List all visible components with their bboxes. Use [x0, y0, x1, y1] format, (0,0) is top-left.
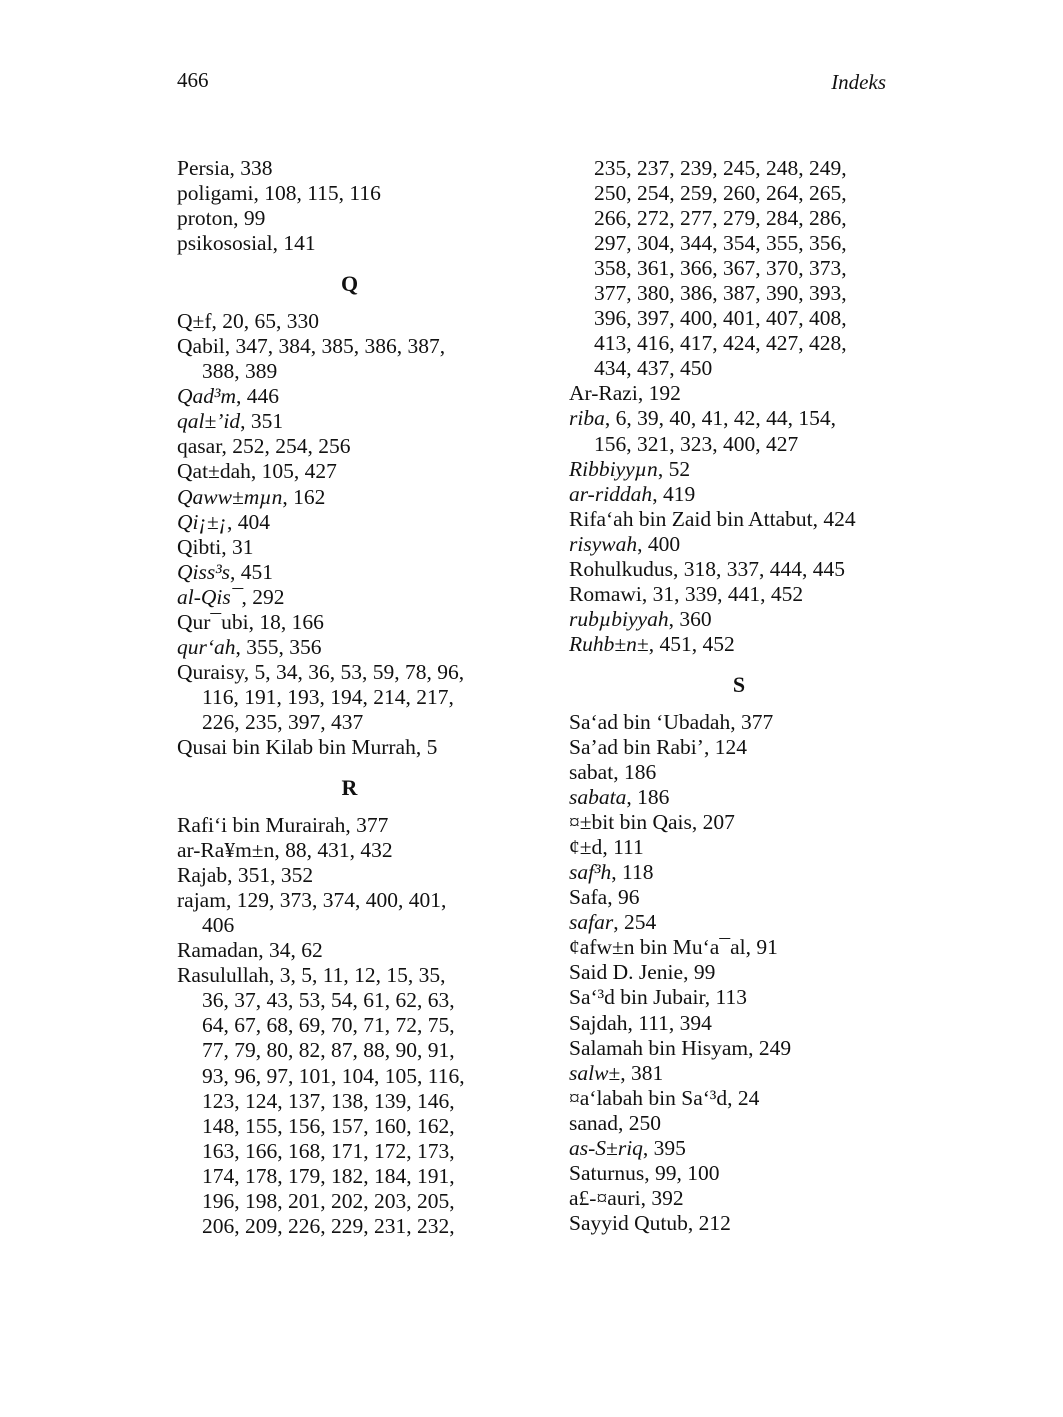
index-term: a£-¤auri — [569, 1185, 641, 1210]
page-refs-continued: 388, 389 — [202, 359, 278, 384]
index-term: sabata — [569, 785, 627, 810]
index-term: Rajab — [177, 863, 228, 888]
index-term: sabat — [569, 760, 614, 785]
page-refs: , 91 — [745, 935, 778, 960]
index-term: Rohulkudus — [569, 556, 673, 581]
page-refs: , 162 — [282, 484, 326, 509]
section-letter-heading: R — [341, 775, 358, 801]
page-refs: , 5 — [415, 734, 438, 759]
index-entry — [569, 381, 909, 406]
page-refs: , 88, 431, 432 — [274, 838, 393, 863]
index-entry — [569, 532, 909, 557]
index-term: rajam — [177, 888, 226, 913]
page-refs: , 34, 62 — [258, 938, 323, 963]
page-refs: , 31 — [221, 534, 254, 559]
index-term: salw± — [569, 1060, 621, 1085]
page-refs-continued: 148, 155, 156, 157, 160, 162, — [202, 1113, 455, 1138]
index-entry — [569, 985, 909, 1010]
index-term: Q±f — [177, 309, 212, 334]
page-refs: , 5, 34, 36, 53, 59, 78, 96, — [243, 659, 465, 684]
index-term: ¤a‘labah bin Sa‘³d — [569, 1085, 728, 1110]
index-term: Qabil — [177, 334, 225, 359]
index-term: Sajdah — [569, 1010, 628, 1035]
index-entry — [569, 910, 909, 935]
index-term: ¢afw±n bin Mu‘a¯al — [569, 935, 746, 960]
index-entry — [177, 938, 522, 963]
index-term: riba — [569, 406, 605, 431]
index-term: Qat±dah — [177, 459, 251, 484]
section-letter-heading: Q — [340, 271, 359, 297]
index-entry — [177, 585, 522, 610]
page-refs-continued: 123, 124, 137, 138, 139, 146, — [202, 1088, 455, 1113]
index-entry — [569, 1061, 909, 1086]
index-entry — [569, 960, 909, 985]
page-refs: , 118 — [611, 860, 654, 885]
index-entry — [569, 785, 909, 810]
index-term: al-Qis¯ — [177, 584, 242, 609]
index-entry — [569, 482, 909, 507]
page-refs-continued: 206, 209, 226, 229, 231, 232, — [202, 1213, 455, 1238]
page-refs: , 3, 5, 11, 12, 15, 35, — [268, 963, 446, 988]
index-term: proton — [177, 206, 234, 231]
page-refs-continued: 266, 272, 277, 279, 284, 286, — [594, 206, 847, 231]
index-entry — [177, 863, 522, 888]
page-refs: , 355, 356 — [235, 634, 322, 659]
index-entry — [569, 935, 909, 960]
index-term: ar-Ra¥m±n — [177, 838, 275, 863]
page-refs: , 52 — [657, 456, 691, 481]
index-column-right — [569, 156, 909, 1236]
index-entry — [569, 457, 909, 482]
page-refs: , 318, 337, 444, 445 — [672, 556, 845, 581]
index-entry — [177, 610, 522, 635]
index-entry — [569, 1186, 909, 1211]
index-term: ¢±d — [569, 835, 603, 860]
index-entry — [177, 334, 522, 384]
index-entry — [569, 1161, 909, 1186]
index-term: Rasulullah — [177, 963, 269, 988]
index-entry — [569, 1036, 909, 1061]
index-term: Safa — [569, 885, 608, 910]
index-entry — [177, 231, 522, 256]
page-refs-continued: 358, 361, 366, 367, 370, 373, — [594, 256, 847, 281]
index-term: sanad — [569, 1110, 618, 1135]
page-refs: , 20, 65, 330 — [211, 309, 319, 334]
index-entry — [177, 963, 522, 1239]
index-term: saf³h — [569, 860, 612, 885]
page-refs: , 451 — [230, 559, 274, 584]
index-entry — [177, 660, 522, 735]
page-refs: , 377 — [730, 709, 774, 734]
index-term: Ramadan — [177, 938, 259, 963]
index-entry — [569, 835, 909, 860]
page-refs-continued: 250, 254, 259, 260, 264, 265, — [594, 181, 847, 206]
index-term: Saturnus — [569, 1160, 645, 1185]
index-term: Ruhb±n± — [569, 631, 649, 656]
index-term: Sa‘ad bin ‘Ubadah — [569, 709, 731, 734]
index-term: psikososial — [177, 231, 273, 256]
page-refs-continued: 413, 416, 417, 424, 427, 428, — [594, 331, 847, 356]
page-refs: , 99 — [683, 960, 716, 985]
index-entry — [569, 582, 909, 607]
index-entry — [177, 409, 522, 434]
page-number: 466 — [177, 68, 209, 92]
page-refs: , 212 — [687, 1210, 731, 1235]
index-entry — [177, 888, 522, 938]
page-refs-continued: 396, 397, 400, 401, 407, 408, — [594, 306, 847, 331]
index-term: ar-riddah — [569, 481, 653, 506]
page-refs: , 113 — [704, 985, 747, 1010]
index-entry — [569, 1011, 909, 1036]
page-refs: , 105, 427 — [250, 459, 337, 484]
index-entry — [569, 1211, 909, 1236]
index-entry — [177, 635, 522, 660]
index-term: Sa’ad bin Rabi’ — [569, 734, 704, 759]
index-entry — [177, 206, 522, 231]
page-refs: , 381 — [620, 1060, 664, 1085]
index-term: Qur¯ubi — [177, 609, 249, 634]
page-refs-continued: 196, 198, 201, 202, 203, 205, — [202, 1188, 455, 1213]
index-term: Salamah bin Hisyam — [569, 1035, 749, 1060]
page-refs: , 292 — [241, 584, 285, 609]
index-entry — [177, 735, 522, 760]
page-refs: , 186 — [626, 785, 670, 810]
page-refs: , 6, 39, 40, 41, 42, 44, 154, — [604, 406, 836, 431]
index-term: Persia — [177, 156, 230, 180]
page-refs-continued: 434, 437, 450 — [594, 356, 713, 381]
page-refs: , 338 — [229, 156, 273, 180]
index-entry — [569, 507, 909, 532]
index-term: qur‘ah — [177, 634, 236, 659]
page-refs: , 250 — [617, 1110, 661, 1135]
index-entry — [569, 810, 909, 835]
page-refs: , 446 — [236, 384, 279, 409]
index-entry — [569, 607, 909, 632]
page-refs-continued: 226, 235, 397, 437 — [202, 709, 364, 734]
index-term: Ar-Razi — [569, 381, 638, 406]
page-refs-continued: 235, 237, 239, 245, 248, 249, — [594, 156, 847, 180]
index-term: Sayyid Qutub — [569, 1210, 688, 1235]
index-term: Romawi — [569, 581, 642, 606]
index-term: Ribbiyyµn — [569, 456, 658, 481]
page-refs: , 351, 352 — [227, 863, 314, 888]
index-term: rubµbiyyah — [569, 606, 669, 631]
page-refs: , 111 — [602, 835, 644, 860]
index-term: Sa‘³d bin Jubair — [569, 985, 705, 1010]
index-entry — [569, 1086, 909, 1111]
index-term: as-S±riq — [569, 1135, 643, 1160]
index-entry — [177, 384, 522, 409]
index-term: Qaww±mµn — [177, 484, 283, 509]
page-refs: , 377 — [345, 813, 389, 838]
index-entry — [569, 632, 909, 657]
page-refs: , 141 — [272, 231, 316, 256]
page-refs-continued: 36, 37, 43, 53, 54, 61, 62, 63, — [202, 988, 455, 1013]
index-term: poligami — [177, 181, 254, 206]
index-entry — [177, 459, 522, 484]
index-entry — [177, 434, 522, 459]
page-refs: , 24 — [727, 1085, 760, 1110]
page-refs: , 31, 339, 441, 452 — [641, 581, 804, 606]
index-entry — [177, 510, 522, 535]
page-refs: , 404 — [227, 509, 271, 534]
page-refs: , 360 — [668, 606, 712, 631]
index-entry — [569, 557, 909, 582]
index-entry — [569, 860, 909, 885]
index-term: Rifa‘ah bin Zaid bin Attabut — [569, 506, 813, 531]
page-refs: , 192 — [637, 381, 681, 406]
page-refs: , 129, 373, 374, 400, 401, — [225, 888, 447, 913]
page-refs: , 395 — [642, 1135, 686, 1160]
running-head: Indeks — [831, 70, 886, 94]
page-refs-continued: 163, 166, 168, 171, 172, 173, — [202, 1138, 455, 1163]
index-term: Qi¡±¡ — [177, 509, 228, 534]
page-refs: , 347, 384, 385, 386, 387, — [224, 334, 446, 359]
index-column-left — [177, 156, 522, 1239]
page-refs-continued: 77, 79, 80, 82, 87, 88, 90, 91, — [202, 1038, 455, 1063]
page-refs: , 99 — [233, 206, 266, 231]
page-refs: , 392 — [640, 1185, 684, 1210]
index-entry — [569, 760, 909, 785]
index-entry — [177, 560, 522, 585]
index-term: qal±’id — [177, 409, 241, 434]
index-term: Said D. Jenie — [569, 960, 684, 985]
page-refs: , 124 — [703, 734, 747, 759]
index-term: safar — [569, 910, 614, 935]
page-refs: , 252, 254, 256 — [221, 434, 351, 459]
page-refs-continued: 406 — [202, 913, 235, 938]
index-entry — [569, 1136, 909, 1161]
index-entry — [569, 1111, 909, 1136]
page-refs: , 186 — [613, 760, 657, 785]
index-entry — [177, 181, 522, 206]
page-refs: , 400 — [637, 531, 681, 556]
index-entry — [177, 309, 522, 334]
page-refs-continued: 93, 96, 97, 101, 104, 105, 116, — [202, 1063, 465, 1088]
page-refs-continued: 116, 191, 193, 194, 214, 217, — [202, 684, 454, 709]
page-refs-continued: 297, 304, 344, 354, 355, 356, — [594, 231, 847, 256]
index-term: Qiss³s — [177, 559, 231, 584]
page-refs: , 254 — [613, 910, 657, 935]
index-entry — [177, 813, 522, 838]
index-entry — [177, 535, 522, 560]
page-refs: , 249 — [748, 1035, 792, 1060]
index-term: Qibti — [177, 534, 222, 559]
index-term: qasar — [177, 434, 222, 459]
index-term: Qusai bin Kilab bin Murrah — [177, 734, 416, 759]
page-refs: , 96 — [607, 885, 640, 910]
page-refs-continued: 156, 321, 323, 400, 427 — [594, 431, 799, 456]
page-refs: , 424 — [812, 506, 856, 531]
page-refs-continued: 377, 380, 386, 387, 390, 393, — [594, 281, 847, 306]
page-refs: , 108, 115, 116 — [253, 181, 381, 206]
index-term: Rafi‘i bin Murairah — [177, 813, 346, 838]
index-term: Qad³m — [177, 384, 236, 409]
index-term: ¤±bit bin Qais — [569, 810, 692, 835]
section-letter-heading: S — [732, 671, 746, 697]
index-entry — [177, 838, 522, 863]
page-refs-continued: 64, 67, 68, 69, 70, 71, 72, 75, — [202, 1013, 455, 1038]
index-entry — [177, 156, 522, 181]
index-entry — [569, 735, 909, 760]
page-refs: , 207 — [691, 810, 735, 835]
index-entry — [569, 885, 909, 910]
page-refs: , 419 — [652, 481, 696, 506]
page-refs: , 99, 100 — [644, 1160, 720, 1185]
index-term: risywah — [569, 531, 638, 556]
page-refs: , 451, 452 — [648, 631, 735, 656]
page-refs: , 18, 166 — [248, 609, 324, 634]
index-term: Quraisy — [177, 659, 244, 684]
page-refs-continued: 174, 178, 179, 182, 184, 191, — [202, 1163, 455, 1188]
page-refs: , 111, 394 — [627, 1010, 712, 1035]
index-entry — [177, 485, 522, 510]
page-refs: , 351 — [240, 409, 284, 434]
index-entry — [569, 710, 909, 735]
index-entry — [569, 406, 909, 456]
